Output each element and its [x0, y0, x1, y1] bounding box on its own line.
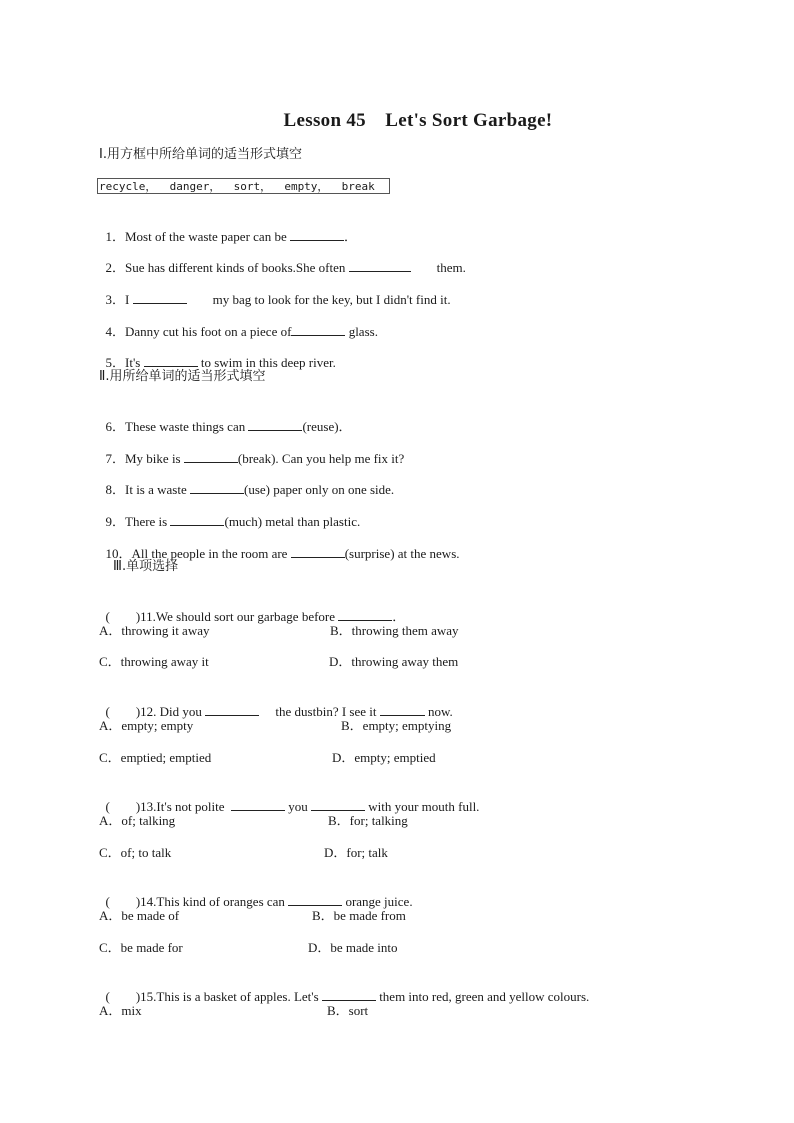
question-15-text: ( )15.This is a basket of apples. Let's [105, 989, 322, 1004]
question-12-mid: the dustbin? I see it [259, 704, 380, 719]
option-d[interactable]: D．throwing away them [329, 654, 459, 669]
option-b[interactable]: B．empty; emptying [341, 718, 452, 733]
question-1-tail: ． [343, 229, 357, 244]
question-14-text: ( )14.This kind of oranges can [105, 894, 289, 909]
question-4-tail: glass. [345, 324, 378, 339]
question-7-text: 7．My bike is [105, 451, 184, 466]
option-d[interactable]: D．for; talk [324, 845, 388, 860]
answer-blank[interactable] [290, 228, 344, 241]
option-a[interactable]: A．mix [99, 1003, 142, 1018]
option-b[interactable]: B．for; talking [328, 813, 408, 828]
answer-blank[interactable] [322, 988, 376, 1001]
option-c[interactable]: C．throwing away it [99, 654, 209, 669]
question-8 [99, 463, 394, 499]
answer-blank[interactable] [311, 798, 365, 811]
question-5-tail: to swim in this deep river. [197, 355, 336, 370]
question-5-text: 5．It's [105, 355, 144, 370]
question-13-mid: you [284, 799, 311, 814]
question-10-text: 10．All the people in the room are [105, 546, 291, 561]
question-13-tail: with your mouth full. [364, 799, 480, 814]
answer-blank[interactable] [170, 513, 224, 526]
question-2-text: 2．Sue has different kinds of books.She often [105, 260, 349, 275]
question-11 [99, 590, 405, 626]
section-1-heading: Ⅰ.用方框中所给单词的适当形式填空 [99, 147, 302, 162]
answer-blank[interactable] [380, 703, 425, 716]
question-1-text: 1．Most of the waste paper can be [105, 229, 290, 244]
option-d[interactable]: D．empty; emptied [332, 750, 436, 765]
question-9-text: 9．There is [105, 514, 171, 529]
question-3 [99, 273, 451, 309]
question-3-tail: my bag to look for the key, but I didn't find it. [186, 292, 451, 307]
page-title: Lesson 45 Let's Sort Garbage! [283, 110, 553, 131]
question-11-text: ( )11.We should sort our garbage before [105, 609, 339, 624]
answer-blank[interactable] [288, 893, 342, 906]
section-3-heading: Ⅲ.单项选择 [113, 559, 179, 574]
question-14 [99, 875, 413, 911]
option-b[interactable]: B．throwing them away [330, 623, 459, 638]
question-2-tail: them. [410, 260, 466, 275]
question-12 [99, 685, 453, 721]
word-box: recycle， danger， sort， empty， break [97, 178, 390, 194]
answer-blank[interactable] [190, 481, 244, 494]
question-5 [99, 336, 336, 372]
section-2-heading: Ⅱ.用所给单词的适当形式填空 [99, 369, 266, 384]
question-15 [99, 970, 589, 1006]
question-7-tail: (break). Can you help me fix it? [237, 451, 405, 466]
question-3-text: 3．I [105, 292, 133, 307]
question-9 [99, 495, 360, 531]
option-c[interactable]: C．emptied; emptied [99, 750, 212, 765]
question-12-text: ( )12. Did you [105, 704, 206, 719]
answer-blank[interactable] [133, 291, 187, 304]
question-2 [99, 241, 466, 277]
option-b[interactable]: B．sort [327, 1003, 369, 1018]
question-9-tail: (much) metal than plastic. [224, 514, 361, 529]
question-8-text: 8．It is a waste [105, 482, 190, 497]
answer-blank[interactable] [291, 545, 345, 558]
option-d[interactable]: D．be made into [308, 940, 398, 955]
question-14-tail: orange juice. [342, 894, 413, 909]
answer-blank[interactable] [349, 259, 411, 272]
option-a[interactable]: A．empty; empty [99, 718, 194, 733]
answer-blank[interactable] [291, 323, 345, 336]
question-10-tail: (surprise) at the news. [344, 546, 460, 561]
answer-blank[interactable] [248, 418, 302, 431]
answer-blank[interactable] [184, 450, 238, 463]
question-6 [99, 400, 352, 436]
question-4-text: 4．Danny cut his foot on a piece of [105, 324, 292, 339]
question-6-text: 6．These waste things can [105, 419, 249, 434]
option-c[interactable]: C．be made for [99, 940, 183, 955]
option-b[interactable]: B．be made from [312, 908, 406, 923]
question-12-tail: now. [424, 704, 453, 719]
answer-blank[interactable] [144, 354, 198, 367]
question-13 [99, 780, 479, 816]
answer-blank[interactable] [338, 608, 392, 621]
option-c[interactable]: C．of; to talk [99, 845, 172, 860]
question-15-tail: them into red, green and yellow colours. [375, 989, 590, 1004]
answer-blank[interactable] [231, 798, 285, 811]
question-11-tail: ． [392, 609, 406, 624]
option-a[interactable]: A．throwing it away [99, 623, 210, 638]
question-8-tail: (use) paper only on one side. [243, 482, 395, 497]
answer-blank[interactable] [205, 703, 259, 716]
question-6-tail: (reuse)． [302, 419, 352, 434]
question-13-text: ( )13.It's not polite [105, 799, 231, 814]
option-a[interactable]: A．of; talking [99, 813, 176, 828]
option-a[interactable]: A．be made of [99, 908, 180, 923]
